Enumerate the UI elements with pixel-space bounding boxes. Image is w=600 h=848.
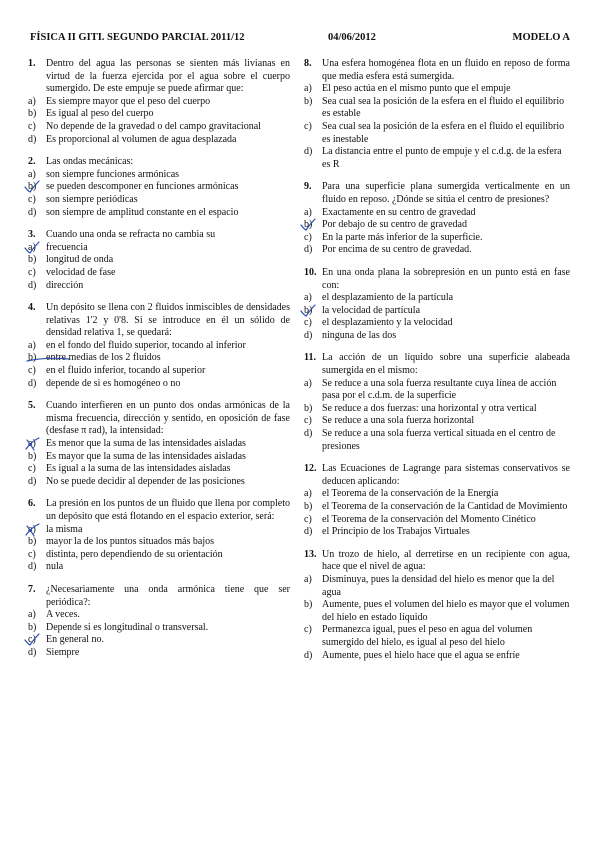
option-letter: d) (28, 475, 37, 487)
option-letter: a) (304, 488, 312, 500)
option-text: son siempre de amplitud constante en el espacio (46, 206, 239, 218)
question-text: Un depósito se llena con 2 fluidos inmiscibles de densidades relativas 1'2 y 0'8. Si se introduce en él un sólido de densidad relativa 1, se quedará: (46, 302, 290, 339)
answer-option (28, 634, 290, 647)
question-stem (304, 58, 570, 83)
option-text: ninguna de las dos (322, 329, 397, 341)
option-letter: c) (28, 120, 36, 132)
option-letter: c) (304, 231, 312, 243)
option-letter: b) (304, 304, 313, 316)
answer-option (304, 292, 570, 305)
answer-option (304, 146, 570, 171)
answer-option (304, 526, 570, 539)
option-text: depende de si es homogéneo o no (46, 377, 181, 389)
option-letter: a) (28, 241, 36, 253)
option-letter: b) (28, 254, 37, 266)
option-text: El peso actúa en el mismo punto que el empuje (322, 83, 511, 95)
question-number: 11. (304, 352, 316, 364)
option-letter: b) (28, 450, 37, 462)
answer-option (304, 501, 570, 514)
option-text: se pueden descomponer en funciones armónicas (46, 181, 239, 193)
option-text: Es siempre mayor que el peso del cuerpo (46, 95, 211, 107)
question-number: 4. (28, 302, 36, 314)
answer-option (28, 451, 290, 464)
answer-option (304, 121, 570, 146)
answer-option (28, 134, 290, 147)
answer-option (304, 599, 570, 624)
question-10 (304, 267, 570, 343)
question-stem (28, 498, 290, 523)
option-letter: d) (28, 133, 37, 145)
option-letter: a) (304, 292, 312, 304)
option-letter: c) (28, 365, 36, 377)
answer-option (28, 549, 290, 562)
option-text: Disminuya, pues la densidad del hielo es menor que la del agua (322, 573, 555, 598)
answer-option (304, 514, 570, 527)
option-letter: c) (304, 317, 312, 329)
option-letter: d) (28, 377, 37, 389)
question-stem (304, 549, 570, 574)
option-text: dirección (46, 279, 84, 291)
option-text: el Teorema de la conservación del Momento Cinético (322, 513, 536, 525)
option-letter: a) (28, 609, 36, 621)
option-text: No depende de la gravedad o del campo gravitacional (46, 120, 261, 132)
answer-option (28, 378, 290, 391)
question-4 (28, 302, 290, 390)
answer-option (304, 574, 570, 599)
question-text: ¿Necesariamente una onda armónica tiene que ser periódica?: (46, 583, 290, 608)
option-text: No se puede decidir al depender de las posiciones (46, 475, 245, 487)
answer-option (28, 254, 290, 267)
question-text: Las Ecuaciones de Lagrange para sistemas conservativos se deducen aplicando: (322, 463, 570, 487)
question-number: 3. (28, 229, 36, 241)
answer-option (304, 305, 570, 318)
option-letter: d) (28, 279, 37, 291)
option-letter: c) (304, 624, 312, 636)
answer-option (304, 219, 570, 232)
option-text: entre medias de los 2 fluidos (46, 352, 161, 364)
option-text: Aumente, pues el hielo hace que el agua se enfríe (322, 649, 520, 661)
question-text: Cuando una onda se refracta no cambia su (46, 229, 216, 241)
option-letter: c) (304, 120, 312, 132)
question-number: 6. (28, 498, 36, 510)
question-text: Una esfera homogénea flota en un fluido en reposo de forma que media esfera está sumergida. (322, 58, 570, 82)
question-11 (304, 352, 570, 453)
question-text: Las ondas mecánicas: (46, 156, 134, 168)
option-text: distinta, pero dependiendo de su orientación (46, 548, 223, 560)
question-number: 8. (304, 58, 312, 69)
answer-option (28, 524, 290, 537)
question-number: 12. (304, 463, 317, 475)
exam-model: MODELO A (512, 32, 570, 43)
option-text: el Principio de los Trabajos Virtuales (322, 526, 470, 538)
option-text: Es igual a la suma de las intensidades aisladas (46, 463, 231, 475)
option-letter: a) (28, 339, 36, 351)
option-letter: d) (28, 646, 37, 658)
option-text: Se reduce a una sola fuerza vertical situada en el centro de presiones (322, 428, 556, 452)
option-text: Sea cual sea la posición de la esfera en el fluido el equilibrio es inestable (322, 120, 565, 145)
option-letter: d) (304, 146, 313, 158)
question-text: Un trozo de hielo, al derretirse en un recipiente con agua, hace que el nivel de agua: (322, 548, 570, 573)
answer-option (28, 207, 290, 220)
question-stem (304, 267, 570, 292)
option-text: longitud de onda (46, 254, 114, 266)
answer-option (304, 96, 570, 121)
question-5 (28, 400, 290, 488)
answer-option (28, 242, 290, 255)
question-stem (28, 229, 290, 242)
option-letter: c) (28, 548, 36, 560)
option-letter: a) (304, 573, 312, 585)
option-text: frecuencia (46, 241, 88, 253)
option-text: en el fondo del fluido superior, tocando al inferior (46, 339, 246, 351)
left-column (28, 58, 290, 670)
option-letter: c) (28, 266, 36, 278)
option-letter: d) (28, 561, 37, 573)
question-number: 10. (304, 266, 317, 278)
answer-option (28, 267, 290, 280)
answer-option (28, 194, 290, 207)
question-9 (304, 181, 570, 257)
option-letter: b) (304, 501, 313, 512)
answer-option (304, 330, 570, 343)
question-stem (304, 352, 570, 377)
question-text: Para una superficie plana sumergida verticalmente en un fluido en reposo. ¿Dónde se sitúa el centro de presiones? (322, 181, 570, 205)
option-letter: a) (28, 438, 36, 450)
answer-option (28, 181, 290, 194)
option-letter: b) (304, 599, 313, 611)
option-text: Es igual al peso del cuerpo (46, 108, 154, 120)
option-text: Depende si es longitudinal o transversal. (46, 621, 209, 633)
answer-option (28, 647, 290, 660)
question-7 (28, 584, 290, 660)
option-letter: b) (304, 219, 313, 231)
option-text: Se reduce a una sola fuerza horizontal (322, 415, 475, 427)
option-text: La distancia entre el punto de empuje y el c.d.g. de la esfera es R (322, 146, 562, 170)
question-6 (28, 498, 290, 574)
answer-option (304, 207, 570, 220)
option-letter: a) (304, 206, 312, 218)
option-text: Se reduce a una sola fuerza resultante cuya línea de acción pasa por el c.d.m. de la superficie (322, 377, 557, 402)
question-text: Cuando interfieren en un punto dos ondas armónicas de la misma frecuencia, dirección y sentido, en oposición de fase (desfase π rad), la intensidad: (46, 400, 290, 437)
question-stem (28, 584, 290, 609)
option-text: en el fluido inferior, tocando al superior (46, 365, 206, 377)
option-letter: d) (304, 428, 313, 440)
option-letter: c) (28, 193, 36, 205)
option-text: la velocidad de partícula (322, 304, 421, 316)
question-number: 5. (28, 400, 36, 412)
option-letter: b) (28, 181, 37, 193)
answer-option (304, 232, 570, 245)
option-text: Permanezca igual, pues el peso en agua del volumen sumergido del hielo, es igual al peso del hielo (322, 624, 533, 648)
option-text: son siempre periódicas (46, 193, 138, 205)
question-8 (304, 58, 570, 171)
option-letter: a) (28, 523, 36, 535)
option-text: En la parte más inferior de la superficie. (322, 231, 483, 243)
option-text: Es mayor que la suma de las intensidades aisladas (46, 450, 246, 462)
option-text: Exactamente en su centro de gravedad (322, 206, 476, 218)
option-letter: a) (28, 95, 36, 107)
option-letter: d) (28, 206, 37, 218)
option-text: Es menor que la suma de las intensidades aisladas (46, 438, 246, 450)
option-text: En general no. (46, 634, 105, 646)
option-text: Sea cual sea la posición de la esfera en el fluido el equilibrio es estable (322, 95, 565, 120)
question-2 (28, 156, 290, 219)
exam-title: FÍSICA II GITI. SEGUNDO PARCIAL 2011/12 (30, 32, 245, 43)
question-1 (28, 58, 290, 146)
option-letter: b) (304, 402, 313, 414)
option-text: A veces. (46, 609, 80, 621)
question-number: 9. (304, 181, 312, 193)
question-3 (28, 229, 290, 292)
answer-option (28, 121, 290, 134)
answer-option (28, 476, 290, 489)
option-text: mayor la de los puntos situados más bajos (46, 536, 215, 548)
option-text: el desplazamiento y la velocidad (322, 317, 453, 329)
option-text: Se reduce a dos fuerzas: una horizontal y otra vertical (322, 402, 537, 414)
option-letter: c) (28, 463, 36, 475)
option-text: Aumente, pues el volumen del hielo es mayor que el volumen del hielo en estado líquido (322, 599, 570, 623)
answer-option (28, 365, 290, 378)
option-text: velocidad de fase (46, 266, 116, 278)
answer-option (28, 280, 290, 293)
option-letter: c) (28, 634, 36, 646)
answer-option (304, 650, 570, 663)
answer-option (304, 378, 570, 403)
option-text: el Teorema de la conservación de la Cantidad de Movimiento (322, 501, 568, 512)
option-text: Es proporcional al volumen de agua desplazada (46, 133, 237, 145)
answer-option (28, 609, 290, 622)
question-stem (28, 400, 290, 438)
question-12 (304, 463, 570, 539)
option-letter: b) (28, 108, 37, 120)
question-stem (304, 181, 570, 206)
right-column (304, 58, 570, 672)
answer-option (28, 169, 290, 182)
answer-option (28, 622, 290, 635)
answer-option (304, 83, 570, 96)
question-stem (28, 302, 290, 340)
option-letter: d) (304, 649, 313, 661)
answer-option (28, 340, 290, 353)
question-number: 2. (28, 156, 36, 168)
option-text: el desplazamiento de la partícula (322, 292, 454, 304)
answer-option (304, 624, 570, 649)
option-letter: b) (28, 621, 37, 633)
question-text: En una onda plana la sobrepresión en un punto está en fase con: (322, 266, 570, 291)
option-letter: c) (304, 415, 312, 427)
question-stem (304, 463, 570, 488)
option-letter: c) (304, 513, 312, 525)
question-number: 7. (28, 583, 36, 595)
answer-option (28, 108, 290, 121)
question-text: La presión en los puntos de un fluido que llena por completo un depósito que está flotando en el espacio exterior, será: (46, 498, 290, 522)
question-text: La acción de un líquido sobre una superficie alabeada sumergida en el mismo: (322, 352, 570, 377)
option-letter: a) (28, 168, 36, 180)
exam-header (30, 32, 570, 46)
answer-option (28, 463, 290, 476)
option-letter: d) (304, 329, 313, 341)
answer-option (28, 96, 290, 109)
option-text: Por debajo de su centro de gravedad (322, 219, 467, 231)
answer-option (304, 317, 570, 330)
option-text: son siempre funciones armónicas (46, 168, 180, 180)
answer-option (304, 415, 570, 428)
answer-option (28, 561, 290, 574)
question-number: 13. (304, 548, 317, 560)
answer-option (304, 428, 570, 453)
option-text: Por encima de su centro de gravedad. (322, 244, 472, 256)
option-text: la misma (46, 523, 83, 535)
option-letter: b) (28, 352, 37, 364)
option-letter: b) (28, 536, 37, 548)
option-text: el Teorema de la conservación de la Energía (322, 488, 499, 500)
question-stem (28, 156, 290, 169)
question-13 (304, 549, 570, 662)
answer-option (28, 536, 290, 549)
answer-option (304, 403, 570, 416)
answer-option (304, 244, 570, 257)
option-letter: a) (304, 83, 312, 95)
answer-option (304, 488, 570, 501)
option-letter: d) (304, 244, 313, 256)
option-letter: d) (304, 526, 313, 538)
answer-option (28, 438, 290, 451)
option-letter: a) (304, 377, 312, 389)
question-text: Dentro del agua las personas se sienten más livianas en virtud de la fuerza ejercida por el agua sobre el cuerpo sumergido. De este empuje se puede afirmar que: (46, 58, 290, 95)
option-letter: b) (304, 95, 313, 107)
question-number: 1. (28, 58, 36, 69)
exam-date: 04/06/2012 (328, 32, 376, 43)
question-stem (28, 58, 290, 96)
option-text: Siempre (46, 646, 80, 658)
answer-option (28, 352, 290, 365)
option-text: nula (46, 561, 64, 573)
